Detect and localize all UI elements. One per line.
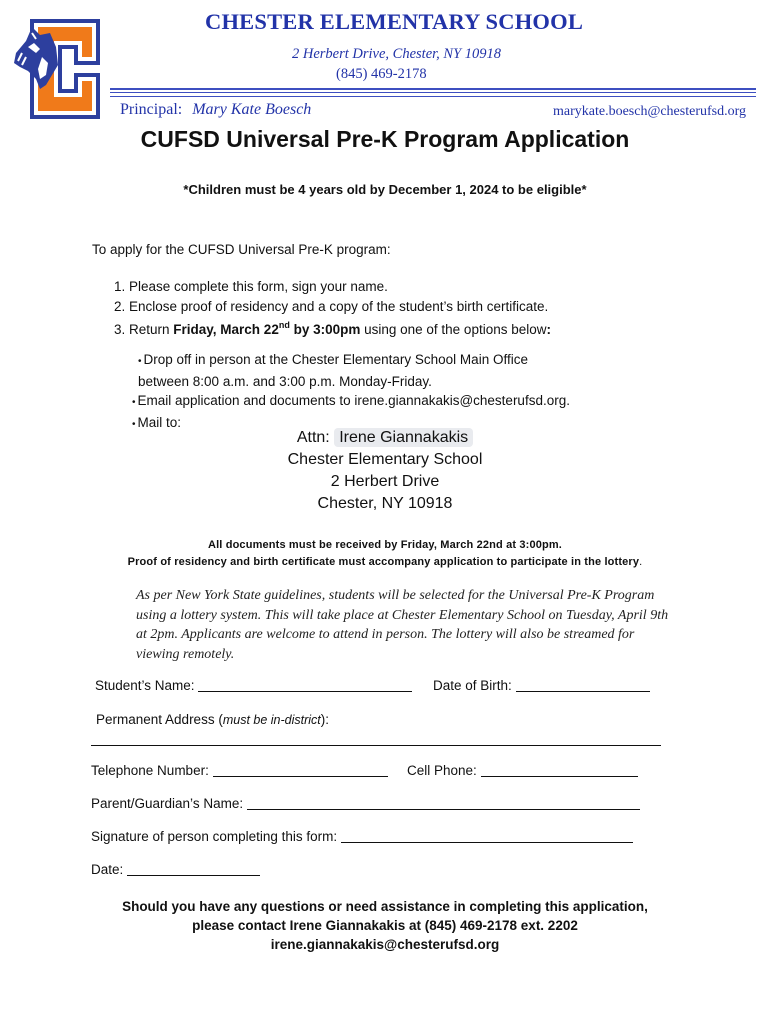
address-label-close: ): xyxy=(320,712,330,727)
letterhead-rule-middle xyxy=(110,92,756,93)
principal-email[interactable]: marykate.boesch@chesterufsd.org xyxy=(552,104,746,119)
bullet-icon: • xyxy=(138,356,142,367)
eligibility-note: *Children must be 4 years old by December 1, 2024 to be eligible* xyxy=(183,182,587,197)
proof-period: . xyxy=(639,556,643,568)
principal-label: Principal: xyxy=(120,101,183,118)
letterhead-rule-bottom xyxy=(110,96,756,97)
bullet-icon: • xyxy=(132,397,136,408)
footer-line-2: please contact Irene Giannakakis at (845) 469-2178 ext. 2202 xyxy=(192,918,578,933)
telephone-line[interactable] xyxy=(213,764,388,777)
guardian-label: Parent/Guardian’s Name: xyxy=(91,796,244,811)
school-phone: (845) 469-2178 xyxy=(336,66,427,82)
school-logo-icon xyxy=(12,13,108,125)
deadline-line: All documents must be received by Friday, March 22nd at 3:00pm. xyxy=(207,539,563,551)
option-email xyxy=(132,391,570,413)
option-dropoff-hours: between 8:00 a.m. and 3:00 p.m. Monday-Friday. xyxy=(138,373,432,389)
page-title: CUFSD Universal Pre-K Program Application xyxy=(140,126,630,152)
option-email-text: Email application and documents to irene.giannakakis@chesterufsd.org. xyxy=(137,393,570,408)
deadline-notice xyxy=(0,537,770,571)
step-1: 1. Please complete this form, sign your name. xyxy=(114,279,388,294)
address-field[interactable] xyxy=(96,712,329,727)
instructions-intro: To apply for the CUFSD Universal Pre-K program: xyxy=(92,242,391,257)
mailing-address xyxy=(0,427,770,515)
signature-label: Signature of person completing this form: xyxy=(91,829,338,844)
step-3 xyxy=(114,316,551,340)
signature-field[interactable] xyxy=(91,829,633,844)
address-line[interactable] xyxy=(91,745,661,746)
mail-line-school: Chester Elementary School xyxy=(287,451,483,468)
student-name-line[interactable] xyxy=(198,679,412,692)
address-label: Permanent Address ( xyxy=(96,712,223,727)
telephone-field[interactable] xyxy=(91,763,388,778)
telephone-label: Telephone Number: xyxy=(91,763,209,778)
step-3-suffix: using one of the options below xyxy=(360,322,547,337)
letterhead-rule-top xyxy=(110,88,756,90)
dob-label: Date of Birth: xyxy=(433,678,512,693)
date-label: Date: xyxy=(91,862,124,877)
attn-name: Irene Giannakakis xyxy=(334,428,473,447)
step-3-deadline: Friday, March 22 xyxy=(173,322,279,337)
student-name-label: Student’s Name: xyxy=(95,678,195,693)
principal-name: Mary Kate Boesch xyxy=(192,101,312,118)
proof-text: Proof of residency and birth certificate must accompany application to participate in the lottery xyxy=(127,556,640,568)
guardian-line[interactable] xyxy=(247,797,640,810)
step-3-time: by 3:00pm xyxy=(289,322,361,337)
option-dropoff-text: Drop off in person at the Chester Elementary School Main Office xyxy=(143,352,528,367)
instruction-steps xyxy=(114,277,551,340)
address-hint: must be in-district xyxy=(222,713,321,727)
date-field[interactable] xyxy=(91,862,260,877)
step-3-ordinal: nd xyxy=(278,320,290,330)
guardian-field[interactable] xyxy=(91,796,640,811)
attn-label: Attn: xyxy=(296,429,330,446)
option-mail-text: Mail to: xyxy=(137,414,182,430)
mail-line-street: 2 Herbert Drive xyxy=(330,473,440,490)
student-name-field[interactable] xyxy=(95,678,412,693)
proof-line xyxy=(0,554,770,571)
dob-line[interactable] xyxy=(516,679,650,692)
date-line[interactable] xyxy=(127,863,260,876)
cell-phone-label: Cell Phone: xyxy=(407,763,477,778)
step-3-prefix: 3. Return xyxy=(114,322,174,337)
cell-phone-field[interactable] xyxy=(407,763,638,778)
cell-phone-line[interactable] xyxy=(481,764,638,777)
submission-options xyxy=(132,350,570,434)
school-address: 2 Herbert Drive, Chester, NY 10918 xyxy=(292,46,502,62)
mail-line-city: Chester, NY 10918 xyxy=(317,495,453,512)
attn-line xyxy=(0,427,770,449)
contact-footer xyxy=(0,897,770,954)
step-3-colon: : xyxy=(546,322,551,337)
principal-line xyxy=(120,101,311,119)
school-name: CHESTER ELEMENTARY SCHOOL xyxy=(205,9,584,34)
footer-line-1: Should you have any questions or need assistance in completing this application, xyxy=(122,899,648,914)
signature-line[interactable] xyxy=(341,830,633,843)
bullet-icon: • xyxy=(132,418,136,430)
footer-email[interactable]: irene.giannakakis@chesterufsd.org xyxy=(270,937,500,952)
option-dropoff xyxy=(132,350,570,372)
dob-field[interactable] xyxy=(433,678,650,693)
step-2: 2. Enclose proof of residency and a copy of the student’s birth certificate. xyxy=(114,298,549,314)
lottery-note: As per New York State guidelines, students will be selected for the Universal Pre-K Program using a lottery system. This will take place at Chester Elementary School on Tuesday, April 9th at 2pm. Applicants are welcome to attend in person. The lottery will also be streamed for viewing remotely. xyxy=(136,588,669,662)
